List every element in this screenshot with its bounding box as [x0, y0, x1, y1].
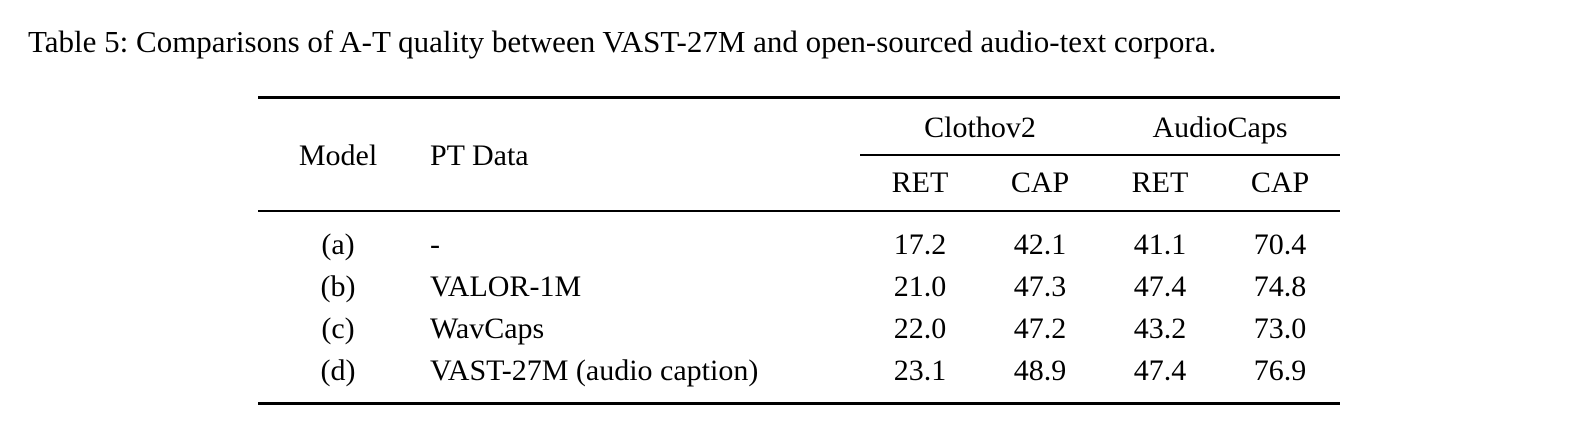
table-row	[258, 350, 1340, 392]
cell-pt-data: -	[430, 228, 440, 261]
cell-audiocaps-cap: 70.4	[1253, 228, 1307, 261]
cell-audiocaps-cap: 74.8	[1253, 270, 1307, 303]
cell-pt-data: WavCaps	[430, 312, 545, 345]
cell-model: (d)	[320, 354, 356, 387]
table-row	[258, 266, 1340, 308]
cell-audiocaps-cap: 73.0	[1253, 312, 1307, 345]
table-bottom-spacer	[258, 392, 1340, 404]
cell-model: (c)	[321, 312, 355, 345]
header-clothov2-ret: RET	[891, 166, 949, 199]
cell-pt-data: VALOR-1M	[430, 270, 582, 303]
cell-clothov2-ret: 21.0	[893, 270, 947, 303]
header-pt-data: PT Data	[430, 139, 529, 172]
cell-clothov2-cap: 47.3	[1013, 270, 1067, 303]
cell-audiocaps-ret: 47.4	[1133, 354, 1187, 387]
table-header-group-row	[258, 102, 1340, 155]
spacer-cell	[258, 392, 1340, 404]
table-bottom-rule	[258, 404, 1340, 409]
header-group-clothov2: Clothov2	[860, 102, 1100, 155]
table-row	[258, 308, 1340, 350]
cell-model: (a)	[321, 228, 355, 261]
header-group-audiocaps: AudioCaps	[1100, 102, 1340, 155]
cell-audiocaps-ret: 43.2	[1133, 312, 1187, 345]
spacer-cell	[258, 214, 1340, 224]
results-table	[258, 96, 1340, 408]
cell-clothov2-cap: 48.9	[1013, 354, 1067, 387]
cell-clothov2-cap: 47.2	[1013, 312, 1067, 345]
cell-clothov2-ret: 22.0	[893, 312, 947, 345]
table-container	[258, 96, 1340, 408]
header-audiocaps-ret: RET	[1131, 166, 1189, 199]
rule-bottom	[258, 404, 1340, 409]
cell-clothov2-cap: 42.1	[1013, 228, 1067, 261]
table-row	[258, 224, 1340, 266]
cell-audiocaps-ret: 41.1	[1133, 228, 1187, 261]
cell-pt-data: VAST-27M (audio caption)	[430, 354, 759, 387]
table-body-spacer	[258, 214, 1340, 224]
cell-model: (b)	[320, 270, 356, 303]
header-clothov2-cap: CAP	[1010, 166, 1070, 199]
cell-audiocaps-cap: 76.9	[1253, 354, 1307, 387]
header-audiocaps-cap: CAP	[1250, 166, 1310, 199]
cell-audiocaps-ret: 47.4	[1133, 270, 1187, 303]
cell-clothov2-ret: 17.2	[893, 228, 947, 261]
table-caption: Table 5: Comparisons of A-T quality between VAST-27M and open-sourced audio-text corpora.	[28, 24, 1217, 59]
cell-clothov2-ret: 23.1	[893, 354, 947, 387]
header-model: Model	[298, 139, 378, 172]
